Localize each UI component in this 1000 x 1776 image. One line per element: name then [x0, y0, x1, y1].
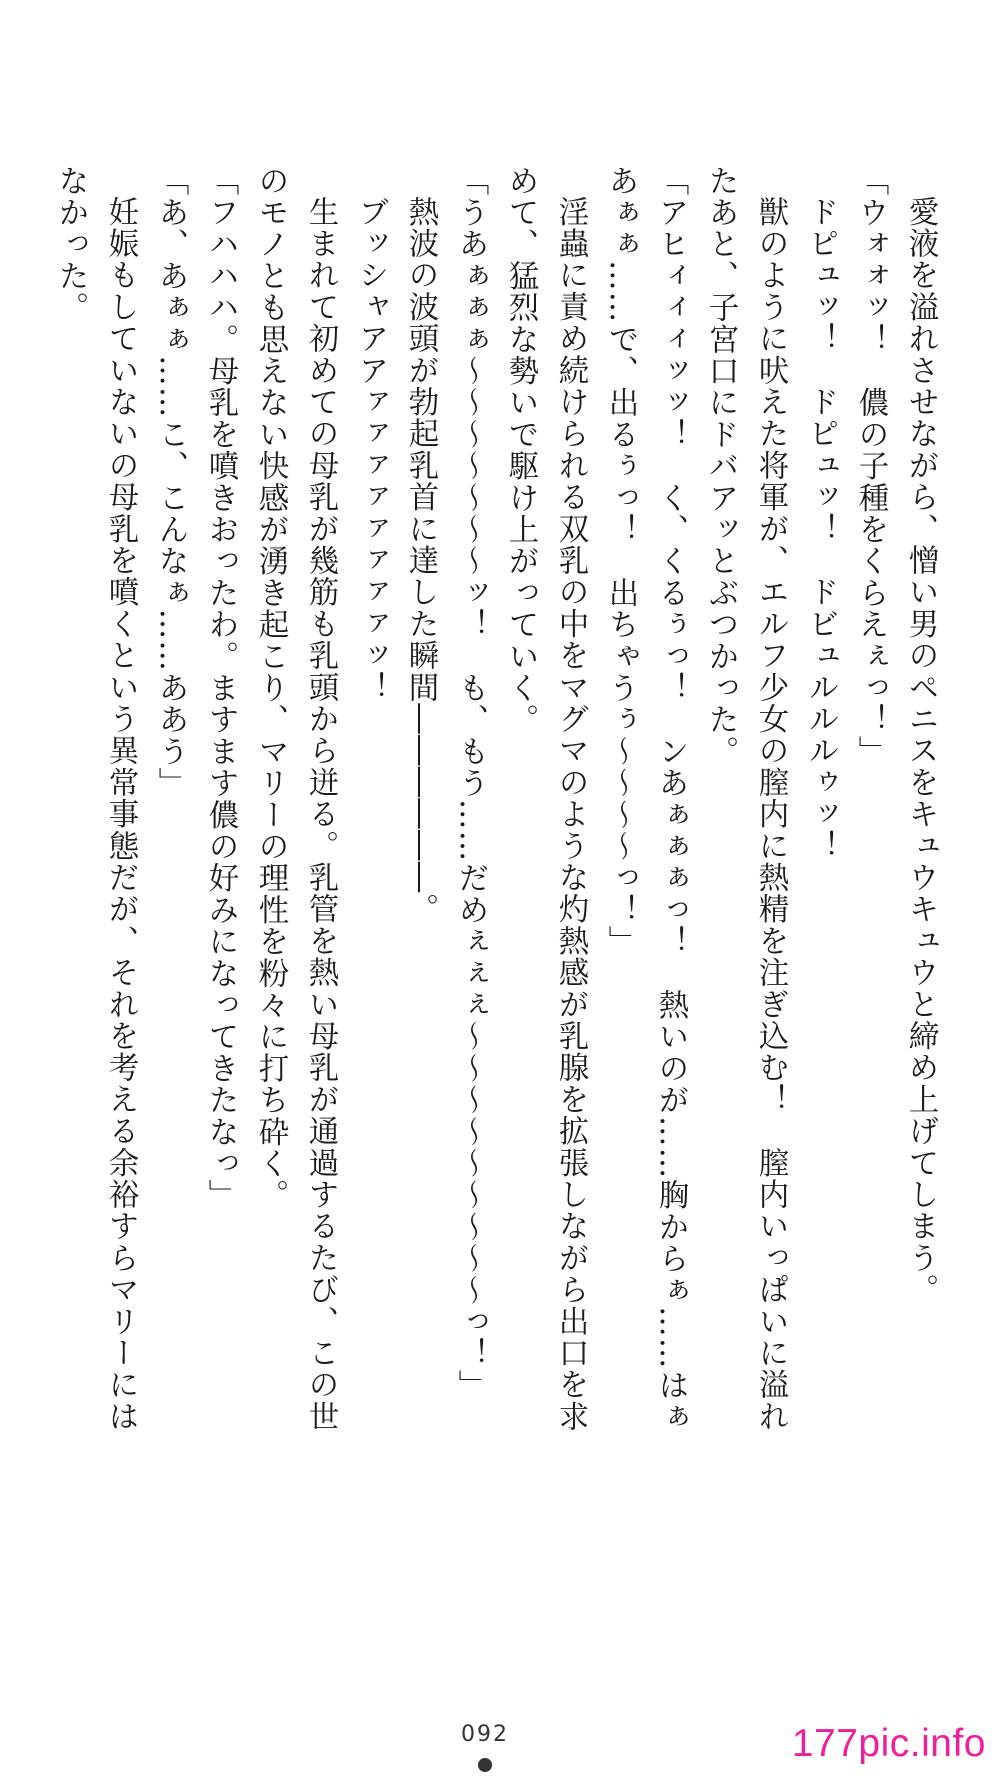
text-line: ブッシャアアァァァァァァァァッ！: [353, 196, 388, 704]
text-line: のモノとも思えない快感が湧き起こり、マリーの理性を粉々に打ち砕く。: [253, 165, 288, 1212]
watermark-logo: 177pic.info: [791, 1722, 986, 1765]
text-line: たあと、子宮口にドバアッとぶつかった。: [703, 165, 738, 768]
text-line: めて、猛烈な勢いで駆け上がっていく。: [503, 165, 538, 736]
page-ornament-dot: [478, 1758, 492, 1772]
text-line: 熱波の波頭が勃起乳首に達した瞬間――――――。: [403, 196, 438, 926]
text-line: 「うあぁぁぁ〜〜〜〜〜〜〜ッ！ も、もう……だめぇぇぇ〜〜〜〜〜〜〜〜〜っ！」: [453, 165, 488, 1402]
body-text: [45, 165, 945, 1485]
text-line: 獣のように吠えた将軍が、エルフ少女の膣内に熱精を注ぎ込む！ 膣内いっぱいに溢れ: [753, 196, 788, 1433]
text-line: 「フハハハ。母乳を噴きおったわ。ますます儂の好みになってきたなっ」: [203, 165, 238, 1212]
page-number: 092: [461, 1722, 509, 1747]
text-line: なかった。: [53, 165, 88, 324]
text-line: 淫蟲に責め続けられる双乳の中をマグマのような灼熱感が乳腺を拡張しながら出口を求: [553, 196, 588, 1433]
text-line: ドピュッ！ ドピュッ！ ドビュルルルゥッ！: [803, 196, 838, 862]
text-line: 「ウォォッ！ 儂の子種をくらえぇっ！」: [853, 165, 888, 768]
text-line: 愛液を溢れさせながら、憎い男のペニスをキュウキュウと締め上げてしまう。: [903, 196, 938, 1306]
text-line: 「アヒィィィッッ！ く、くるぅっ！ ンあぁぁぁっ！ 熱いのが……胸からぁ……はぁ: [653, 165, 688, 1433]
text-line: 妊娠もしていないの母乳を噴くという異常事態だが、それを考える余裕すらマリーには: [103, 196, 138, 1433]
text-line: あぁぁ……で、出るぅっ！ 出ちゃうぅ〜〜〜〜っ！」: [603, 165, 638, 958]
text-line: 生まれて初めての母乳が幾筋も乳頭から迸る。乳管を熱い母乳が通過するたび、この世: [303, 196, 338, 1433]
text-line: 「あ、あぁぁ……こ、こんなぁ……ああう」: [153, 165, 188, 799]
